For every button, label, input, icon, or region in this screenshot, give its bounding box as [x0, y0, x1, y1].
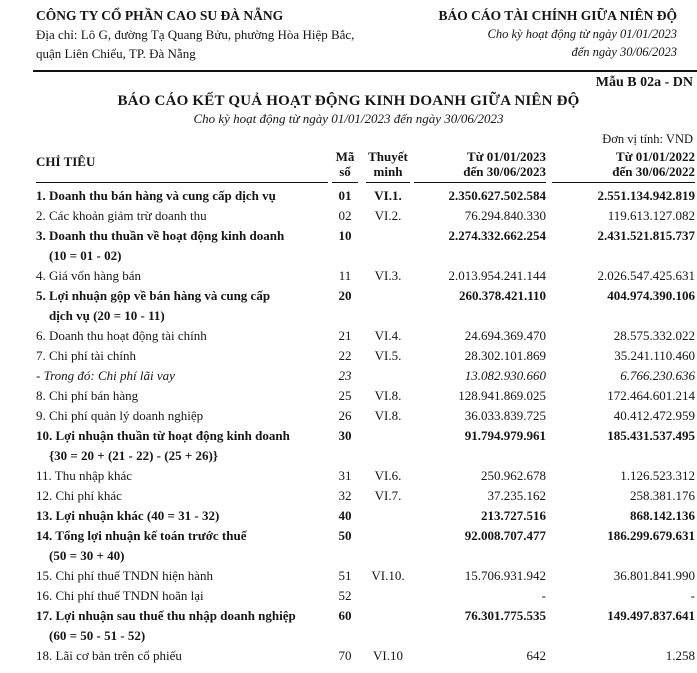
row-code: 70: [338, 648, 352, 663]
row-label-cell: [36, 566, 328, 586]
row-value-2022: 186.299.679.631: [607, 528, 695, 543]
row-value-2022: 185.431.537.495: [607, 428, 695, 443]
row-label-cell: [36, 646, 328, 666]
row-code: 22: [338, 348, 352, 363]
row-value-2023: 250.962.678: [481, 468, 546, 483]
row-code: 31: [338, 468, 352, 483]
column-header-code: Mã số: [332, 149, 358, 183]
row-label-cell: [36, 206, 328, 226]
row-label: 2. Các khoản giảm trừ doanh thu: [36, 208, 207, 223]
row-value-2022: 2.026.547.425.631: [597, 268, 695, 283]
row-note-ref: VI.8.: [374, 408, 402, 423]
row-label: 8. Chi phí bán hàng: [36, 388, 139, 403]
row-note-ref: [366, 506, 410, 526]
row-value-2022: 868.142.136: [630, 508, 695, 523]
table-row: [36, 366, 695, 386]
row-label: 6. Doanh thu hoạt động tài chính: [36, 328, 207, 343]
row-value-2022: 2.551.134.942.819: [597, 188, 695, 203]
row-value-2023: 36.033.839.725: [464, 408, 546, 423]
row-label: 1. Doanh thu bán hàng và cung cấp dịch vụ: [36, 188, 276, 203]
form-code: Mẫu B 02a - DN: [595, 75, 693, 90]
report-block: [438, 7, 677, 63]
row-code: 23: [338, 368, 352, 383]
row-value-2023: 92.008.707.477: [464, 528, 546, 543]
row-note-ref: VI.3.: [374, 268, 402, 283]
row-value-2023: 2.013.954.241.144: [448, 268, 546, 283]
table-row: [36, 466, 695, 486]
row-formula: (10 = 01 - 02): [49, 248, 122, 263]
row-label-cell: [36, 286, 328, 326]
row-formula: (60 = 50 - 51 - 52): [49, 628, 146, 643]
row-value-2023: 128.941.869.025: [458, 388, 546, 403]
row-value-2022: 28.575.332.022: [613, 328, 695, 343]
row-label-cell: [36, 386, 328, 406]
row-value-2022: 6.766.230.636: [620, 368, 695, 383]
row-note-ref: [366, 606, 410, 646]
row-label: 12. Chi phí khác: [36, 488, 122, 503]
row-code: 21: [338, 328, 352, 343]
row-label-cell: [36, 183, 328, 207]
row-code: 40: [338, 508, 352, 523]
row-value-2022: 35.241.110.460: [614, 348, 695, 363]
row-label: 9. Chi phí quản lý doanh nghiệp: [36, 408, 204, 423]
row-note-ref: VI.1.: [374, 188, 402, 203]
page-subtitle: Cho kỳ hoạt động từ ngày 01/01/2023 đến ngày 30/06/2023: [193, 111, 504, 126]
row-label: 16. Chi phí thuế TNDN hoãn lại: [36, 588, 204, 603]
table-row: [36, 226, 695, 266]
row-value-2023: 28.302.101.869: [464, 348, 546, 363]
table-row: [36, 183, 695, 207]
row-value-2022: -: [690, 588, 695, 603]
page-title: BÁO CÁO KẾT QUẢ HOẠT ĐỘNG KINH DOANH GIỮA NIÊN ĐỘ: [117, 93, 580, 109]
table-row: [36, 566, 695, 586]
company-address-line-1: Địa chỉ: Lô G, đường Tạ Quang Bửu, phường Hòa Hiệp Bắc,: [36, 27, 355, 42]
row-code: 30: [338, 428, 352, 443]
row-value-2023: 260.378.421.110: [458, 288, 546, 303]
row-code: 10: [338, 228, 352, 243]
row-label-cell: [36, 486, 328, 506]
table-header-row: [36, 149, 695, 183]
row-note-ref: VI.8.: [374, 388, 402, 403]
row-value-2023: 2.274.332.662.254: [448, 228, 546, 243]
row-value-2022: 36.801.841.990: [613, 568, 695, 583]
row-note-ref: [366, 586, 410, 606]
row-code: 01: [338, 188, 352, 203]
row-note-ref: [366, 526, 410, 566]
row-note-ref: [366, 426, 410, 466]
row-note-ref: [366, 226, 410, 266]
column-header-period-2023: Từ 01/01/2023 đến 30/06/2023: [414, 149, 546, 183]
row-label: 13. Lợi nhuận khác (40 = 31 - 32): [36, 508, 220, 523]
row-label: 15. Chi phí thuế TNDN hiện hành: [36, 568, 214, 583]
row-note-ref: VI.7.: [374, 488, 402, 503]
row-label: 14. Tổng lợi nhuận kế toán trước thuế: [36, 528, 247, 543]
row-note-ref: VI.10: [373, 648, 403, 663]
row-label-cell: [36, 366, 328, 386]
row-label: 5. Lợi nhuận gộp về bán hàng và cung cấp: [36, 288, 271, 303]
column-header-label: CHỈ TIÊU: [36, 149, 328, 183]
row-value-2023: 76.294.840.330: [464, 208, 546, 223]
row-label-cell: [36, 226, 328, 266]
report-type: BÁO CÁO TÀI CHÍNH GIỮA NIÊN ĐỘ: [438, 8, 677, 23]
row-label: 7. Chi phí tài chính: [36, 348, 137, 363]
row-code: 25: [338, 388, 352, 403]
row-value-2023: 24.694.369.470: [464, 328, 546, 343]
row-label-cell: [36, 606, 328, 646]
row-value-2023: 642: [526, 648, 546, 663]
row-code: 26: [338, 408, 352, 423]
row-formula: dịch vụ (20 = 10 - 11): [49, 308, 165, 323]
table-row: [36, 406, 695, 426]
income-statement-table: [36, 149, 695, 666]
row-code: 02: [338, 208, 352, 223]
row-note-ref: VI.10.: [371, 568, 405, 583]
row-label: 4. Giá vốn hàng bán: [36, 268, 142, 283]
row-label: 18. Lãi cơ bản trên cổ phiếu: [36, 648, 182, 663]
row-value-2022: 119.613.127.082: [607, 208, 695, 223]
row-label-cell: [36, 466, 328, 486]
report-table-body: [36, 183, 695, 667]
table-row: [36, 646, 695, 666]
row-value-2022: 2.431.521.815.737: [597, 228, 695, 243]
row-label-cell: [36, 426, 328, 466]
row-label-cell: [36, 526, 328, 566]
row-value-2023: 213.727.516: [481, 508, 546, 523]
row-code: 60: [338, 608, 352, 623]
row-label-cell: [36, 586, 328, 606]
row-label-cell: [36, 406, 328, 426]
row-value-2023: 37.235.162: [487, 488, 546, 503]
row-value-2022: 40.412.472.959: [613, 408, 695, 423]
row-note-ref: [366, 366, 410, 386]
row-value-2023: 76.301.775.535: [464, 608, 546, 623]
row-value-2023: 15.706.931.942: [464, 568, 546, 583]
row-code: 52: [338, 588, 352, 603]
company-address-line-2: quận Liên Chiểu, TP. Đà Nẵng: [36, 46, 196, 61]
row-label: - Trong đó: Chi phí lãi vay: [36, 368, 175, 383]
table-row: [36, 266, 695, 286]
row-value-2022: 404.974.390.106: [607, 288, 695, 303]
letterhead: [0, 5, 697, 63]
column-header-note: Thuyết minh: [366, 149, 410, 183]
table-row: [36, 526, 695, 566]
row-code: 11: [338, 268, 352, 283]
report-period-line-1: Cho kỳ hoạt động từ ngày 01/01/2023: [487, 27, 677, 41]
row-label: 10. Lợi nhuận thuần từ hoạt động kinh doanh: [36, 428, 290, 443]
row-label-cell: [36, 346, 328, 366]
column-header-period-2022: Từ 01/01/2022 đến 30/06/2022: [552, 149, 695, 183]
row-code: 20: [338, 288, 352, 303]
row-value-2023: 2.350.627.502.584: [448, 188, 546, 203]
row-note-ref: VI.6.: [374, 468, 402, 483]
table-row: [36, 426, 695, 466]
row-label: 11. Thu nhập khác: [36, 468, 133, 483]
row-note-ref: VI.4.: [374, 328, 402, 343]
row-code: 50: [338, 528, 352, 543]
row-value-2023: 91.794.979.961: [464, 428, 546, 443]
table-row: [36, 506, 695, 526]
row-value-2022: 258.381.176: [630, 488, 695, 503]
row-value-2022: 149.497.837.641: [607, 608, 695, 623]
row-code: 32: [338, 488, 352, 503]
table-row: [36, 486, 695, 506]
row-note-ref: [366, 286, 410, 326]
row-value-2023: 13.082.930.660: [464, 368, 546, 383]
row-value-2023: -: [541, 588, 546, 603]
row-code: 51: [338, 568, 352, 583]
row-label: 17. Lợi nhuận sau thuế thu nhập doanh nghiệp: [36, 608, 296, 623]
unit-note: Đơn vị tính: VND: [602, 132, 693, 146]
table-row: [36, 386, 695, 406]
row-label-cell: [36, 266, 328, 286]
report-period-line-2: đến ngày 30/06/2023: [571, 45, 677, 59]
table-row: [36, 586, 695, 606]
table-row: [36, 346, 695, 366]
table-row: [36, 286, 695, 326]
row-label: 3. Doanh thu thuần về hoạt động kinh doanh: [36, 228, 285, 243]
row-formula: {30 = 20 + (21 - 22) - (25 + 26)}: [49, 448, 218, 463]
row-value-2022: 1.258: [665, 648, 695, 663]
table-row: [36, 206, 695, 226]
table-row: [36, 326, 695, 346]
row-value-2022: 172.464.601.214: [607, 388, 695, 403]
row-label-cell: [36, 326, 328, 346]
table-row: [36, 606, 695, 646]
row-value-2022: 1.126.523.312: [620, 468, 695, 483]
row-formula: (50 = 30 + 40): [49, 548, 125, 563]
company-block: [36, 7, 354, 63]
company-name: CÔNG TY CỔ PHẦN CAO SU ĐÀ NẴNG: [36, 8, 284, 23]
row-note-ref: VI.2.: [374, 208, 402, 223]
row-label-cell: [36, 506, 328, 526]
row-note-ref: VI.5.: [374, 348, 402, 363]
